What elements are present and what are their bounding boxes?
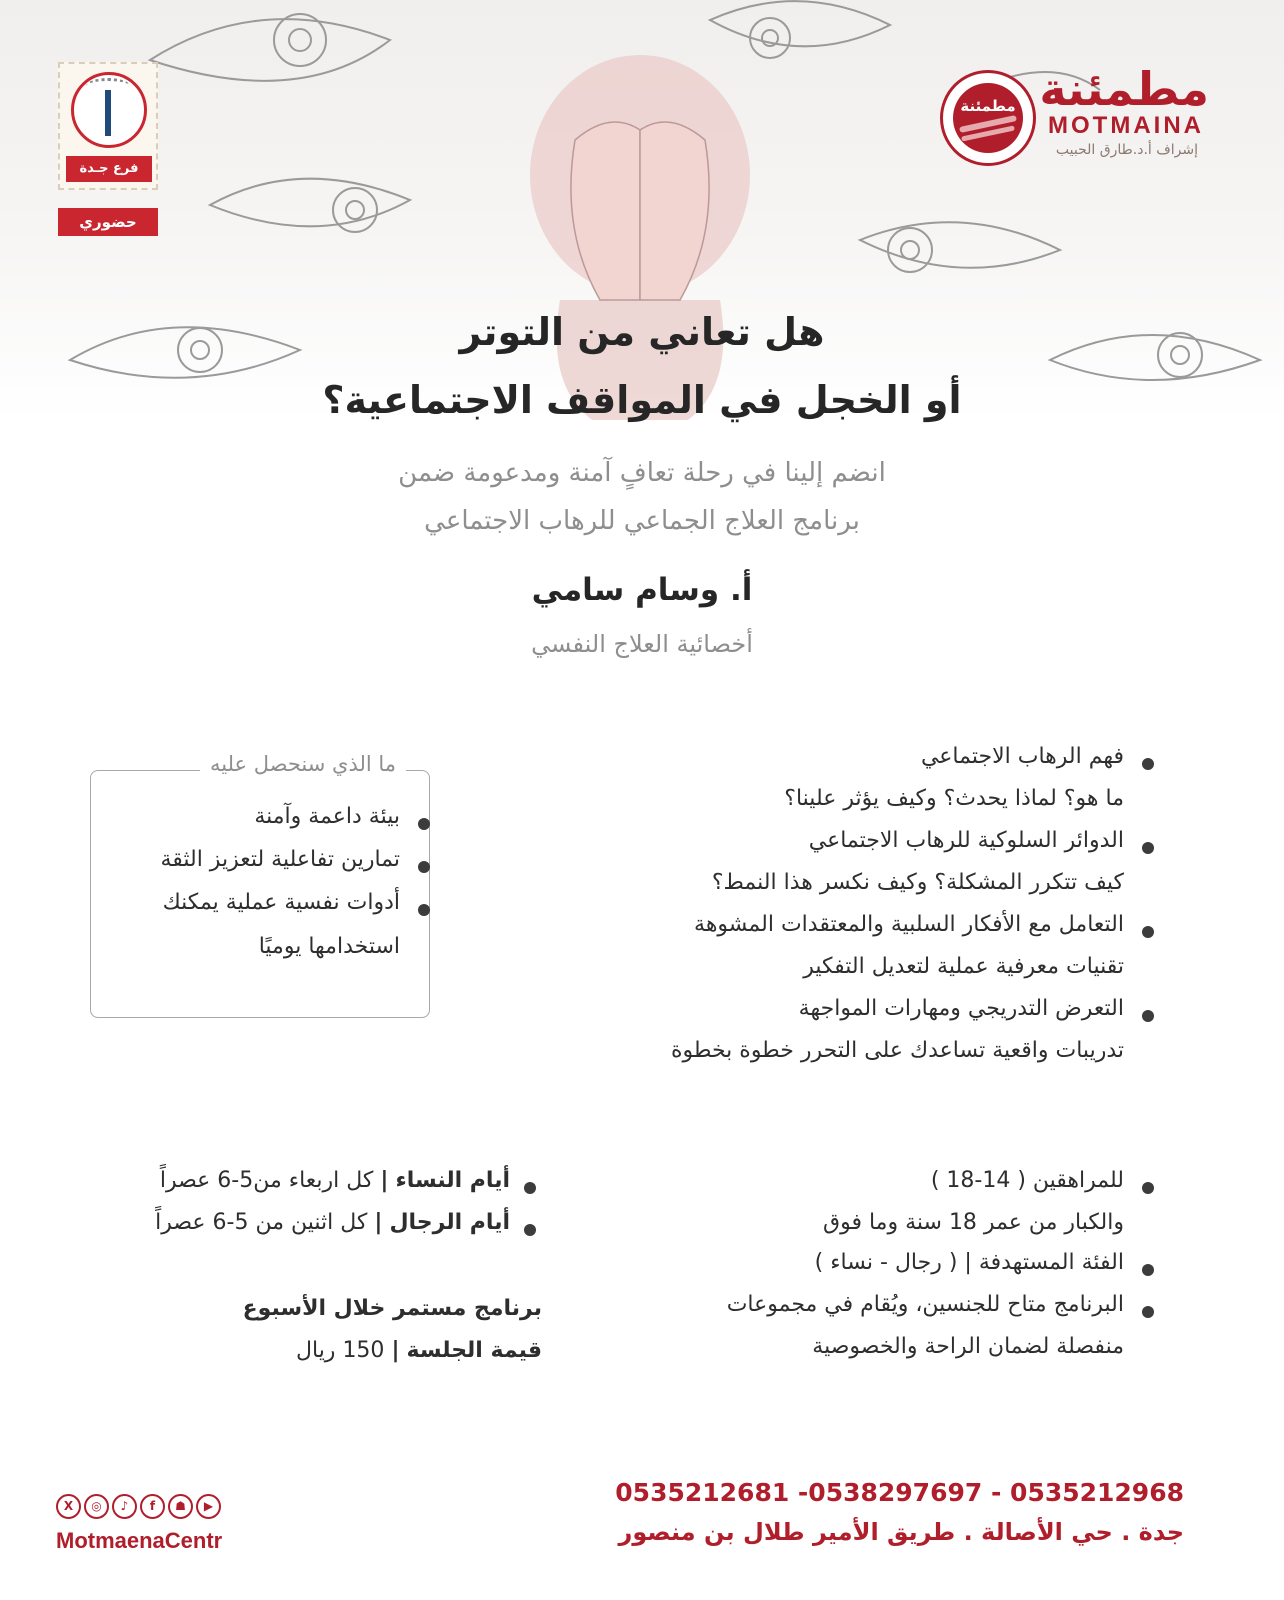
branch-label: فرع جـدة	[66, 156, 152, 182]
topic-detail: تدريبات واقعية تساعدك على التحرر خطوة بخطوة	[671, 1038, 1124, 1063]
bullet-icon	[418, 904, 430, 916]
headline-line-2: أو الخجل في المواقف الاجتماعية؟	[322, 378, 962, 422]
topic-title: التعامل مع الأفكار السلبية والمعتقدات المشوهة	[694, 912, 1124, 937]
eye-sketch	[210, 179, 410, 227]
program-note: برنامج مستمر خلال الأسبوع	[242, 1296, 542, 1321]
bullet-icon	[524, 1224, 536, 1236]
topic-title: الدوائر السلوكية للرهاب الاجتماعي	[808, 828, 1124, 853]
bullet-icon	[1142, 1264, 1154, 1276]
brand-logo	[940, 70, 1036, 166]
women-days-value: كل اربعاء من5-6 عصراً	[159, 1168, 374, 1193]
separator: |	[374, 1210, 383, 1235]
topic-detail: كيف تتكرر المشكلة؟ وكيف نكسر هذا النمط؟	[711, 870, 1124, 895]
benefit-item: تمارين تفاعلية لتعزيز الثقة	[160, 847, 400, 872]
brand-name-arabic: مطمئنة	[1039, 62, 1209, 116]
topic-detail: ما هو؟ لماذا يحدث؟ وكيف يؤثر علينا؟	[784, 786, 1124, 811]
intro-line-2: برنامج العلاج الجماعي للرهاب الاجتماعي	[424, 506, 860, 536]
bullet-icon	[1142, 926, 1154, 938]
format-line-2: منفصلة لضمان الراحة والخصوصية	[812, 1334, 1124, 1359]
snapchat-icon[interactable]: ☗	[168, 1494, 193, 1519]
women-days-label: أيام النساء	[395, 1168, 510, 1193]
bullet-icon	[1142, 758, 1154, 770]
audience-age-line-1: للمراهقين ( 14-18 )	[930, 1168, 1124, 1193]
figure-covering-face	[530, 55, 750, 420]
youtube-icon[interactable]: ▶	[196, 1494, 221, 1519]
tiktok-icon[interactable]: ♪	[112, 1494, 137, 1519]
session-price	[296, 1338, 542, 1363]
benefit-item: بيئة داعمة وآمنة	[254, 804, 400, 829]
price-label: قيمة الجلسة	[406, 1338, 542, 1363]
topic-title: فهم الرهاب الاجتماعي	[920, 744, 1124, 769]
jeddah-branch-stamp	[58, 62, 158, 190]
men-days-value: كل اثنين من 5-6 عصراً	[155, 1210, 368, 1235]
target-group: الفئة المستهدفة | ( رجال - نساء )	[814, 1250, 1124, 1275]
bullet-icon	[1142, 1010, 1154, 1022]
bullet-icon	[418, 861, 430, 873]
benefit-item: أدوات نفسية عملية يمكنك	[162, 890, 400, 915]
headline-line-1: هل تعاني من التوتر	[459, 310, 825, 354]
bullet-icon	[1142, 842, 1154, 854]
format-line-1: البرنامج متاح للجنسين، ويُقام في مجموعات	[726, 1292, 1124, 1317]
brand-supervision: إشراف أ.د.طارق الحبيب	[1055, 142, 1198, 158]
therapist-title: أخصائية العلاج النفسي	[531, 630, 753, 658]
bullet-icon	[418, 818, 430, 830]
men-schedule	[155, 1210, 510, 1235]
social-icons	[56, 1494, 224, 1519]
bullet-icon	[524, 1182, 536, 1194]
bullet-icon	[1142, 1182, 1154, 1194]
social-handle[interactable]: MotmaenaCentr	[56, 1528, 223, 1553]
phone-numbers[interactable]: 0535212681 -0538297697 - 0535212968	[615, 1478, 1184, 1507]
women-schedule	[160, 1168, 510, 1193]
intro-line-1: انضم إلينا في رحلة تعافٍ آمنة ومدعومة ضمن	[398, 458, 886, 488]
brand-name-english: MOTMAINA	[1048, 112, 1204, 139]
eye-sketch	[150, 19, 390, 81]
x-icon[interactable]: X	[56, 1494, 81, 1519]
men-days-label: أيام الرجال	[389, 1210, 510, 1235]
fountain-icon	[105, 90, 111, 136]
address: جدة . حي الأصالة . طريق الأمير طلال بن منصور	[618, 1518, 1184, 1546]
benefit-item-continued: استخدامها يوميًا	[253, 934, 400, 959]
facebook-icon[interactable]: f	[140, 1494, 165, 1519]
separator: |	[391, 1338, 400, 1363]
price-value: 150 ريال	[296, 1338, 385, 1363]
attendance-mode-badge: حضوري	[58, 208, 158, 236]
instagram-icon[interactable]: ◎	[84, 1494, 109, 1519]
logo-text: مطمئنة	[960, 97, 1016, 115]
separator: |	[380, 1168, 389, 1193]
therapist-name: أ. وسام سامي	[531, 572, 753, 608]
audience-age-line-2: والكبار من عمر 18 سنة وما فوق	[823, 1210, 1124, 1235]
topic-title: التعرض التدريجي ومهارات المواجهة	[798, 996, 1124, 1021]
benefits-heading: ما الذي سنحصل عليه	[200, 752, 406, 776]
bullet-icon	[1142, 1306, 1154, 1318]
topic-detail: تقنيات معرفية عملية لتعديل التفكير	[803, 954, 1124, 979]
